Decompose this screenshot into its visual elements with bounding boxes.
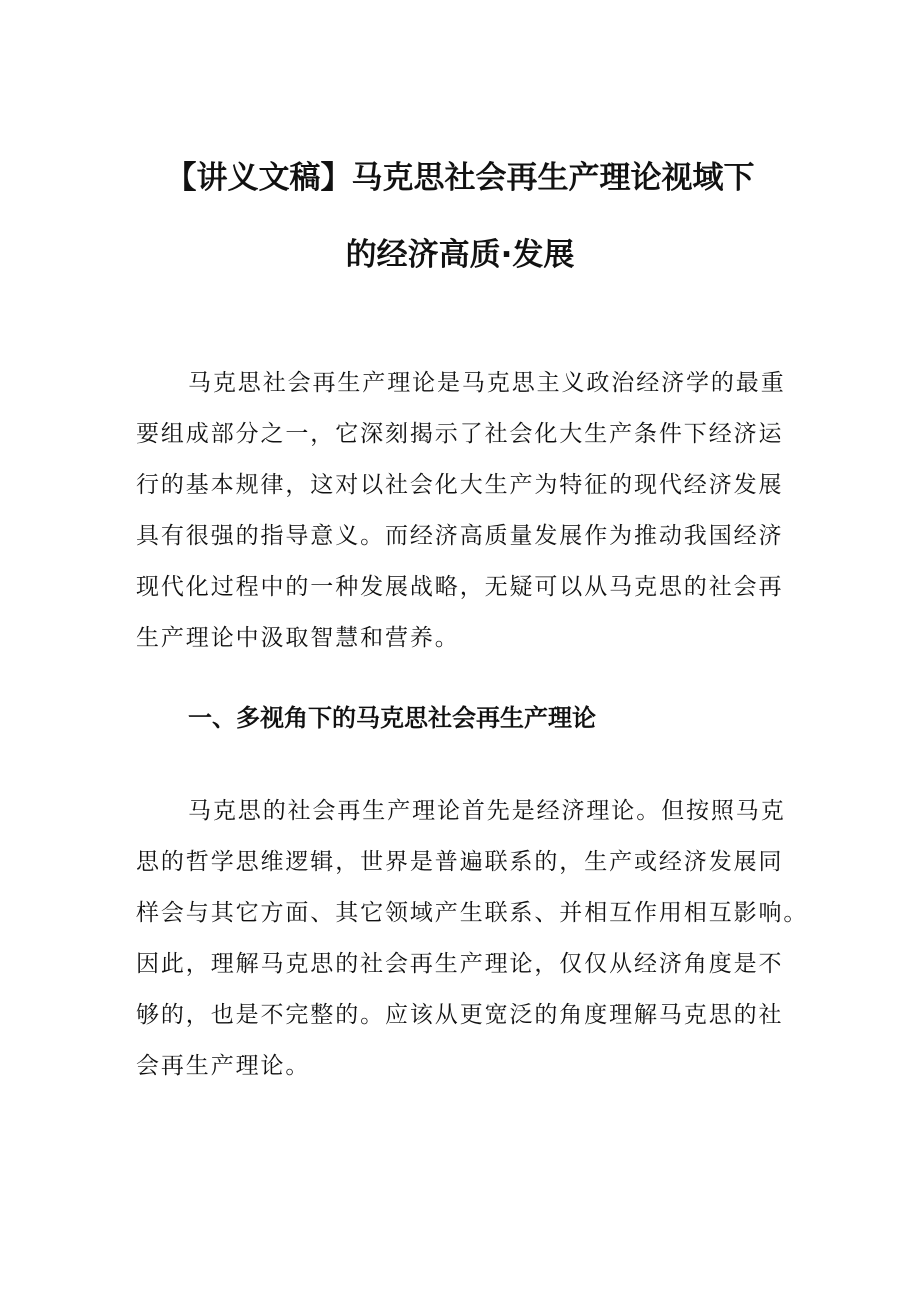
document-title-line-2: 的经济高质·发展 <box>345 237 575 273</box>
paragraph-line: 行的基本规律，这对以社会化大生产为特征的现代经济发展 <box>136 472 784 498</box>
paragraph-line: 马克思的社会再生产理论首先是经济理论。但按照马克 <box>188 798 786 824</box>
paragraph-line: 要组成部分之一，它深刻揭示了社会化大生产条件下经济运 <box>136 421 784 447</box>
paragraph-line: 够的，也是不完整的。应该从更宽泛的角度理解马克思的社 <box>136 1002 784 1028</box>
paragraph-line: 因此，理解马克思的社会再生产理论，仅仅从经济角度是不 <box>136 951 784 977</box>
paragraph-line: 生产理论中汲取智慧和营养。 <box>136 625 460 651</box>
intro-paragraph <box>136 358 796 664</box>
paragraph-line: 思的哲学思维逻辑，世界是普遍联系的，生产或经济发展同 <box>136 849 784 875</box>
paragraph-line: 会再生产理论。 <box>136 1053 311 1079</box>
paragraph-line: 样会与其它方面、其它领域产生联系、并相互作用相互影响。 <box>136 900 809 926</box>
document-title-line-1: 【讲义文稿】马克思社会再生产理论视域下 <box>165 160 755 196</box>
section-paragraph <box>136 786 809 1092</box>
paragraph-line: 具有很强的指导意义。而经济高质量发展作为推动我国经济 <box>136 523 784 549</box>
section-heading: 一、多视角下的马克思社会再生产理论 <box>188 704 596 732</box>
paragraph-line: 马克思社会再生产理论是马克思主义政治经济学的最重 <box>188 370 786 396</box>
paragraph-line: 现代化过程中的一种发展战略，无疑可以从马克思的社会再 <box>136 574 784 600</box>
